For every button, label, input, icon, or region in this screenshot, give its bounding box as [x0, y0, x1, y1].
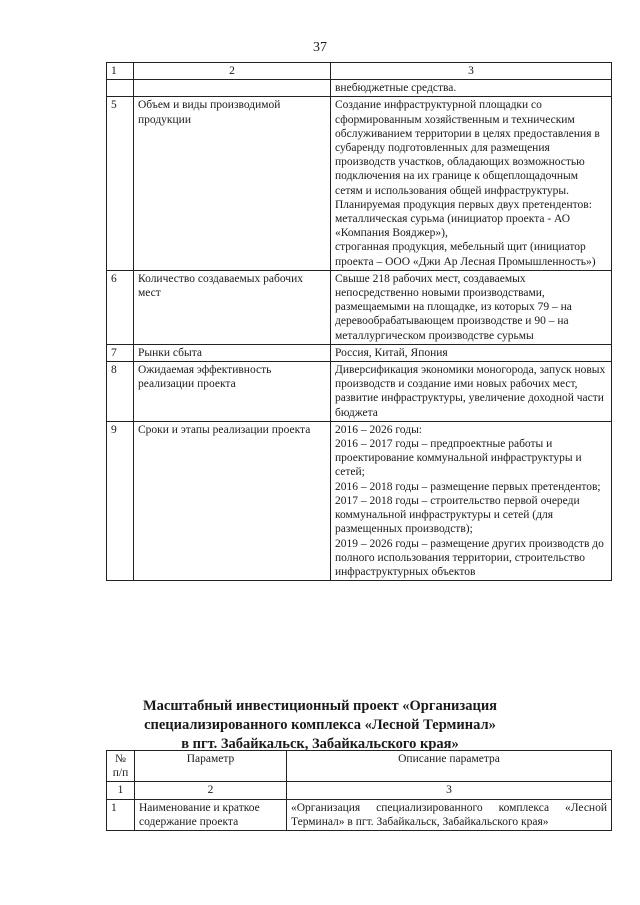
row-description: [331, 421, 612, 580]
row-description: [331, 270, 612, 344]
row-number: 5: [107, 97, 134, 270]
row-number: 8: [107, 362, 134, 422]
description-paragraph: 2017 – 2018 годы – строительство первой очереди коммунальной инфраструктуры и сетей (для размещенных производств);: [335, 494, 580, 536]
description-paragraph: Диверсификация экономики моногорода, запуск новых производств и создание ими новых рабочих мест, развитие инфраструктуры, увеличение доходной части бюджета: [335, 364, 606, 419]
table-column-index-row: [107, 63, 612, 80]
section-title: [0, 697, 640, 754]
row-number: 9: [107, 421, 134, 580]
section-title-line: в пгт. Забайкальск, Забайкальского края»: [181, 736, 459, 752]
column-index-3: 3: [331, 63, 612, 80]
description-paragraph: Планируемая продукция первых двух претендентов:: [335, 198, 592, 211]
header-num: № п/п: [107, 751, 135, 782]
row-parameter: Наименование и краткое содержание проекта: [135, 799, 287, 830]
row-description: «Организация специализированного комплекса «Лесной Терминал» в пгт. Забайкальск, Забайкальского края»: [287, 799, 612, 830]
description-paragraph: Создание инфраструктурной площадки со сформированным хозяйственным и техническим обслуживанием территории в целях предоставления в субаренду подготовленных для размещения производств участков, обладающих возможностью подключения на их границе к общеплощадочным сетям и использования общей инфраструктуры.: [335, 99, 600, 197]
table-row: [107, 270, 612, 344]
page-number: 37: [313, 40, 327, 55]
table-header-row: [107, 751, 612, 782]
description-paragraph: Россия, Китай, Япония: [335, 346, 448, 359]
column-index-1: 1: [107, 782, 135, 799]
section-title-line: Масштабный инвестиционный проект «Организация: [142, 698, 498, 714]
row-number: [107, 80, 134, 97]
row-number: 7: [107, 344, 134, 361]
table-row: [107, 97, 612, 270]
table-row: [107, 799, 612, 830]
row-number: 1: [107, 799, 135, 830]
description-paragraph: 2019 – 2026 годы – размещение других производств до полного использования территории, строительство инфраструктурных объектов: [335, 537, 604, 578]
header-param: Параметр: [135, 751, 287, 782]
description-paragraph: 2016 – 2018 годы – размещение первых претендентов;: [335, 480, 601, 493]
description-paragraph: 2016 – 2017 годы – предпроектные работы и проектирование коммунальной инфраструктуры и сетей;: [335, 438, 582, 479]
description-paragraph: Свыше 218 рабочих мест, создаваемых непосредственно новыми производствами, размещаемыми на площадке, из которых 79 – на деревообрабатывающем производстве и 90 – на металлургическом производстве сурьмы: [335, 272, 572, 342]
table-column-index-row: [107, 782, 612, 799]
table-row: [107, 421, 612, 580]
row-parameter: Объем и виды производимой продукции: [134, 97, 331, 270]
row-description: [331, 362, 612, 422]
lesnoy-terminal-table: [106, 750, 612, 831]
description-paragraph: 2016 – 2026 годы:: [335, 423, 422, 436]
table-row: [107, 362, 612, 422]
column-index-1: 1: [107, 63, 134, 80]
row-parameter: Сроки и этапы реализации проекта: [134, 421, 331, 580]
row-parameter: Рынки сбыта: [134, 344, 331, 361]
description-paragraph: внебюджетные средства.: [335, 82, 457, 95]
row-parameter: Ожидаемая эффективность реализации проекта: [134, 362, 331, 422]
row-description: [331, 97, 612, 270]
description-paragraph: металлическая сурьма (инициатор проекта - АО «Компания Вояджер»),: [335, 213, 571, 240]
column-index-2: 2: [135, 782, 287, 799]
table-row: [107, 344, 612, 361]
description-paragraph: строганная продукция, мебельный щит (инициатор проекта – ООО «Джи Ар Лесная Промышленность»): [335, 241, 596, 268]
table-row: [107, 80, 612, 97]
column-index-2: 2: [134, 63, 331, 80]
row-description: [331, 344, 612, 361]
row-parameter: Количество создаваемых рабочих мест: [134, 270, 331, 344]
project-parameters-table: [106, 62, 612, 581]
header-desc: Описание параметра: [287, 751, 612, 782]
section-title-line: специализированного комплекса «Лесной Терминал»: [144, 717, 496, 733]
row-parameter: [134, 80, 331, 97]
row-number: 6: [107, 270, 134, 344]
row-description: [331, 80, 612, 97]
column-index-3: 3: [287, 782, 612, 799]
